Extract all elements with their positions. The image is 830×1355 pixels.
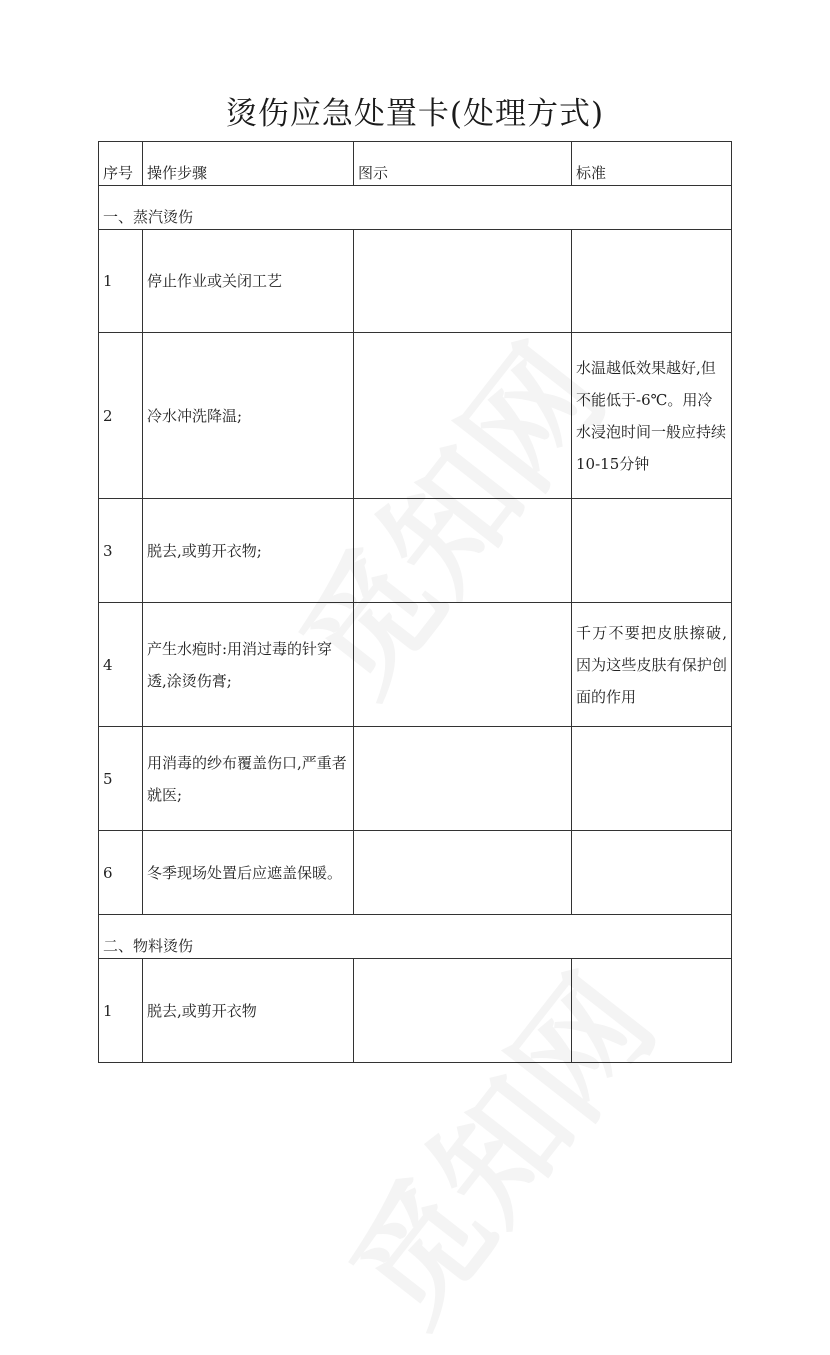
table-row	[99, 603, 732, 727]
section-row	[99, 915, 732, 959]
row-figure	[354, 499, 572, 603]
row-step: 用消毒的纱布覆盖伤口,严重者就医;	[143, 727, 354, 831]
row-seq: 2	[99, 333, 143, 499]
row-figure	[354, 959, 572, 1063]
row-figure	[354, 727, 572, 831]
row-figure	[354, 230, 572, 333]
row-step: 产生水疱时:用消过毒的针穿透,涂烫伤膏;	[143, 603, 354, 727]
table-row	[99, 230, 732, 333]
table-row	[99, 499, 732, 603]
row-figure	[354, 333, 572, 499]
table-row	[99, 831, 732, 915]
row-seq: 1	[99, 959, 143, 1063]
row-step: 脱去,或剪开衣物	[143, 959, 354, 1063]
row-seq: 1	[99, 230, 143, 333]
row-seq: 4	[99, 603, 143, 727]
row-step: 停止作业或关闭工艺	[143, 230, 354, 333]
header-figure: 图示	[354, 142, 572, 186]
row-figure	[354, 831, 572, 915]
row-standard	[572, 959, 732, 1063]
row-seq: 3	[99, 499, 143, 603]
page-title: 烫伤应急处置卡(处理方式)	[225, 96, 605, 132]
row-standard: 水温越低效果越好,但不能低于-6℃。用冷水浸泡时间一般应持续10-15分钟	[572, 333, 732, 499]
row-step: 脱去,或剪开衣物;	[143, 499, 354, 603]
row-seq: 5	[99, 727, 143, 831]
section-title: 一、蒸汽烫伤	[99, 186, 732, 230]
header-seq: 序号	[99, 142, 143, 186]
emergency-card-table	[98, 141, 732, 1063]
header-standard: 标准	[572, 142, 732, 186]
row-standard	[572, 499, 732, 603]
row-standard	[572, 727, 732, 831]
table-row	[99, 333, 732, 499]
table-header-row	[99, 142, 732, 186]
section-row	[99, 186, 732, 230]
row-standard	[572, 831, 732, 915]
row-step: 冬季现场处置后应遮盖保暖。	[143, 831, 354, 915]
row-standard: 千万不要把皮肤擦破,因为这些皮肤有保护创面的作用	[572, 603, 732, 727]
section-title: 二、物料烫伤	[99, 915, 732, 959]
row-standard	[572, 230, 732, 333]
row-figure	[354, 603, 572, 727]
header-step: 操作步骤	[143, 142, 354, 186]
row-step: 冷水冲洗降温;	[143, 333, 354, 499]
row-seq: 6	[99, 831, 143, 915]
table-row	[99, 959, 732, 1063]
table-row	[99, 727, 732, 831]
